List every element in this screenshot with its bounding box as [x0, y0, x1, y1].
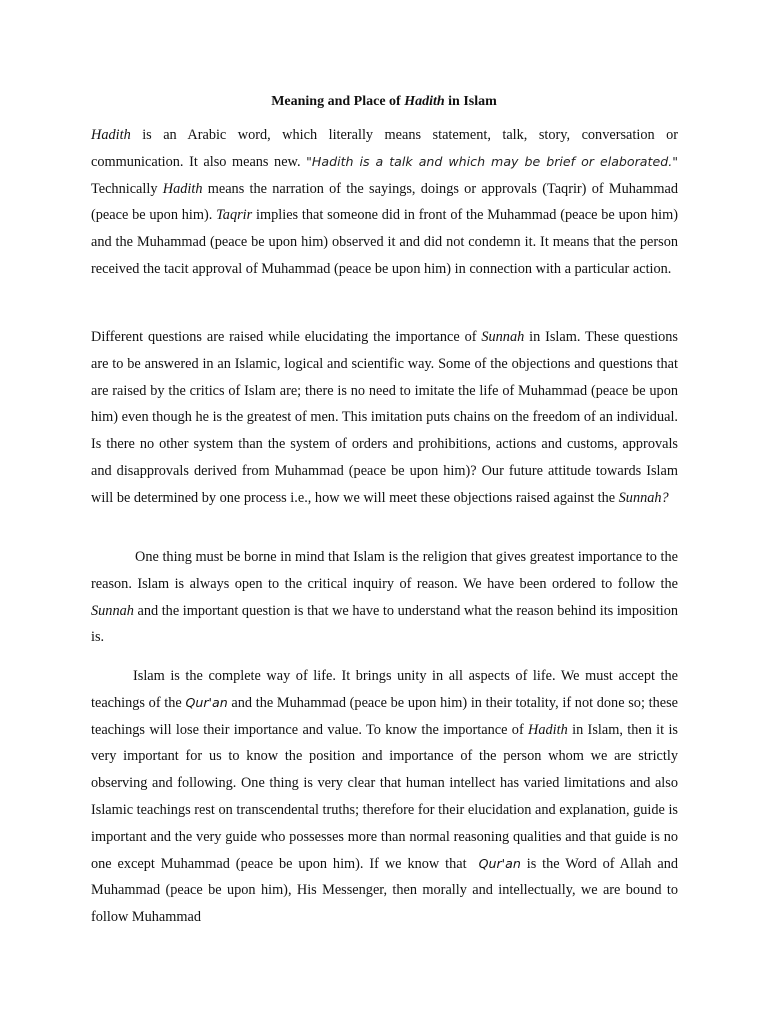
- p4-text-2: and the Muhammad (peace be upon him) in their totality, if not done so; these teachings will lose their importance and value. To know the importance of: [91, 694, 679, 738]
- term-sunnah: Sunnah: [481, 329, 525, 345]
- p3-text-2: and the important question is that we have to understand what the reason behind its imposition is.: [91, 602, 678, 646]
- paragraph-reason: [91, 544, 678, 651]
- term-taqrir: Taqrir: [216, 207, 253, 224]
- p4-text-1: Islam is the complete way of life. It brings unity in all aspects of life. We must accept the teachings of the: [91, 668, 678, 711]
- term-hadith-3: Hadith: [528, 721, 568, 738]
- p1-text-4: implies that someone did in front of the Muhammad (peace be upon him) and the Muhammad (peace be upon him) observed it and did not condemn it. It means that the person received the tacit approval of Muhammad (peace be upon him) in connection with a particular action.: [91, 207, 678, 277]
- p1-text-2: Technically: [91, 180, 163, 197]
- p1-text-1: is an Arabic word, which literally means statement, talk, story, conversation or communication. It also means new.: [91, 127, 678, 170]
- title-prefix: Meaning and Place of: [271, 94, 405, 109]
- paragraph-way-of-life: [91, 663, 678, 931]
- term-hadith: Hadith: [91, 127, 131, 143]
- p2-text-1: Different questions are raised while elucidating the importance of: [91, 329, 482, 345]
- p4-text-4: is the Word of Allah and Muhammad (peace be upon him), His Messenger, then morally and intellectually, we are bound to follow Muhammad: [91, 855, 678, 926]
- p4-text-3: in Islam, then it is very important for us to know the position and importance of the person whom we are strictly observing and following. One thing is very clear that human intellect has varied limitations and also Islamic teachings rest on transcendental truths; therefore for their elucidation and explanation, guide is important and the very guide who possesses more than normal reasoning qualities and that guide is no one except Muhammad (peace be upon him). If we know that: [91, 721, 678, 872]
- term-quran: Qur'an: [185, 694, 228, 710]
- paragraph-questions: [91, 324, 678, 512]
- term-hadith-2: Hadith: [162, 180, 203, 197]
- term-sunnah-question: Sunnah?: [618, 489, 669, 506]
- document-title: [0, 92, 768, 112]
- title-italic-hadith: Hadith: [404, 94, 445, 109]
- term-quran-2: Qur'an: [478, 855, 521, 871]
- hadith-quote: "Hadith is a talk and which may be brief or elaborated.": [306, 153, 678, 169]
- paragraph-definition: [91, 122, 678, 283]
- p1-text-3: means the narration of the sayings, doings or approvals (Taqrir) of Muhammad (peace be upon him).: [91, 180, 678, 224]
- term-sunnah-2: Sunnah: [91, 602, 134, 619]
- p2-text-2: in Islam. These questions are to be answered in an Islamic, logical and scientific way. Some of the objections and questions that are raised by the critics of Islam are; there is no need to imitate the life of Muhammad (peace be upon him) even though he is the greatest of men. This imitation puts chains on the freedom of an individual. Is there no other system than the system of orders and prohibitions, actions and customs, approvals and disapprovals derived from Muhammad (peace be upon him)? Our future attitude towards Islam will be determined by one process i.e., how we will meet these objections raised against the: [91, 329, 678, 506]
- title-suffix: in Islam: [444, 94, 497, 109]
- p3-text-1: One thing must be borne in mind that Islam is the religion that gives greatest importance to the reason. Islam is always open to the critical inquiry of reason. We have been ordered to follow the: [91, 549, 678, 592]
